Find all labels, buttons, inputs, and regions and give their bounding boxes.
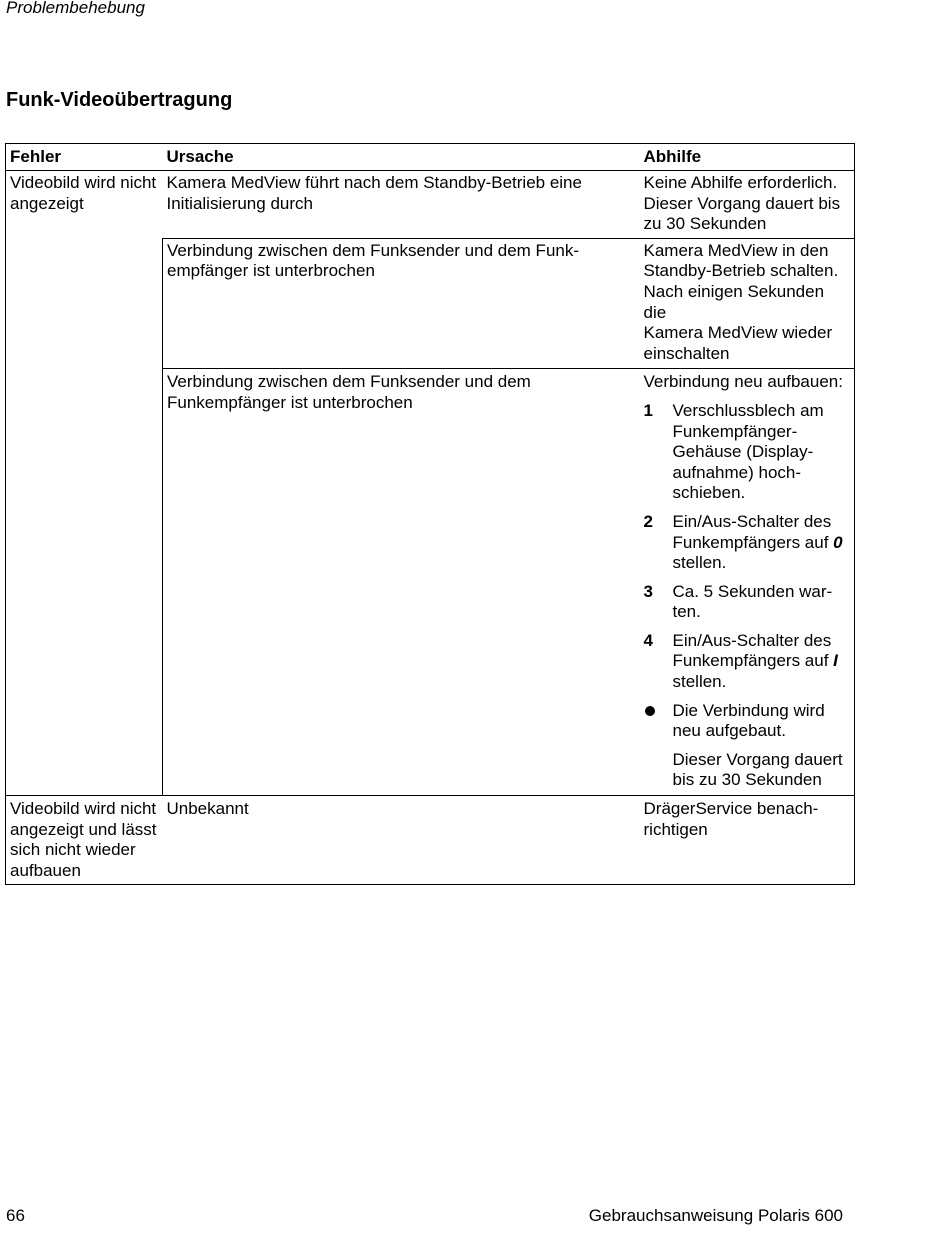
abhilfe-text: Kamera MedView wieder einschalten — [643, 323, 833, 363]
column-header-fehler: Fehler — [6, 144, 163, 171]
step-text-after: stellen. — [672, 553, 727, 573]
fehler-cell: Videobild wird nicht angezeigt und lässt sich nicht wieder aufbauen — [6, 796, 163, 885]
switch-position-value: I — [833, 651, 838, 671]
step-text — [673, 631, 851, 693]
list-item — [644, 512, 851, 574]
ursache-cell: Verbindung zwischen dem Funksender und dem Funkempfänger ist unterbrochen — [163, 238, 640, 369]
step-text-before: Ein/Aus-Schalter des Funkempfängers auf — [672, 630, 832, 671]
table-row — [6, 171, 855, 239]
step-number: 1 — [643, 400, 653, 420]
note-text: Dieser Vorgang dauert bis zu 30 Sekunden — [672, 749, 843, 790]
list-item — [644, 701, 851, 742]
page-number: 66 — [6, 1206, 25, 1225]
document-title: Gebrauchsanweisung Polaris 600 — [588, 1206, 843, 1225]
list-item — [644, 750, 851, 791]
abhilfe-cell: Keine Abhilfe erforderlich. Dieser Vorgang dauert bis zu 30 Sekunden — [640, 171, 855, 239]
result-text: Die Verbindung wird neu aufgebaut. — [672, 700, 825, 741]
section-title: Funk-Videoübertragung — [6, 89, 233, 111]
ursache-cell: Kamera MedView führt nach dem Standby-Betrieb eine Initialisierung durch — [166, 173, 582, 213]
step-list — [644, 401, 851, 791]
abhilfe-cell — [640, 369, 855, 796]
abhilfe-intro: Verbindung neu aufbauen: — [643, 372, 843, 392]
troubleshooting-table — [5, 143, 855, 885]
column-header-ursache: Ursache — [163, 144, 640, 171]
step-text: Verschlussblech am Funkempfänger-Gehäuse (Displayaufnahme) hochschieben. — [672, 400, 824, 503]
list-item — [644, 401, 851, 504]
fehler-cell: Videobild wird nicht angezeigt — [6, 171, 163, 796]
abhilfe-cell — [640, 238, 855, 369]
table-row — [6, 796, 855, 885]
list-item — [644, 582, 851, 623]
step-number: 2 — [643, 511, 653, 531]
ursache-cell: Unbekannt — [163, 796, 640, 885]
abhilfe-text: Kamera MedView in den Standby-Betrieb schalten. Nach einigen Sekunden die — [643, 240, 839, 322]
abhilfe-cell: DrägerService benachrichtigen — [640, 796, 855, 885]
switch-position-value: 0 — [833, 532, 843, 552]
step-number: 3 — [643, 581, 653, 601]
column-header-abhilfe: Abhilfe — [640, 144, 855, 171]
ursache-cell: Verbindung zwischen dem Funksender und dem Funkempfänger ist unterbrochen — [163, 369, 640, 796]
table-header-row — [6, 144, 855, 171]
list-item — [644, 631, 851, 693]
step-text: Ca. 5 Sekunden warten. — [672, 581, 833, 622]
step-text-after: stellen. — [672, 672, 727, 692]
step-text — [673, 512, 851, 574]
step-number: 4 — [643, 630, 653, 650]
step-text-before: Ein/Aus-Schalter des Funkempfängers auf — [672, 511, 832, 552]
running-header: Problembehebung — [6, 0, 145, 17]
bullet-icon — [644, 701, 673, 742]
